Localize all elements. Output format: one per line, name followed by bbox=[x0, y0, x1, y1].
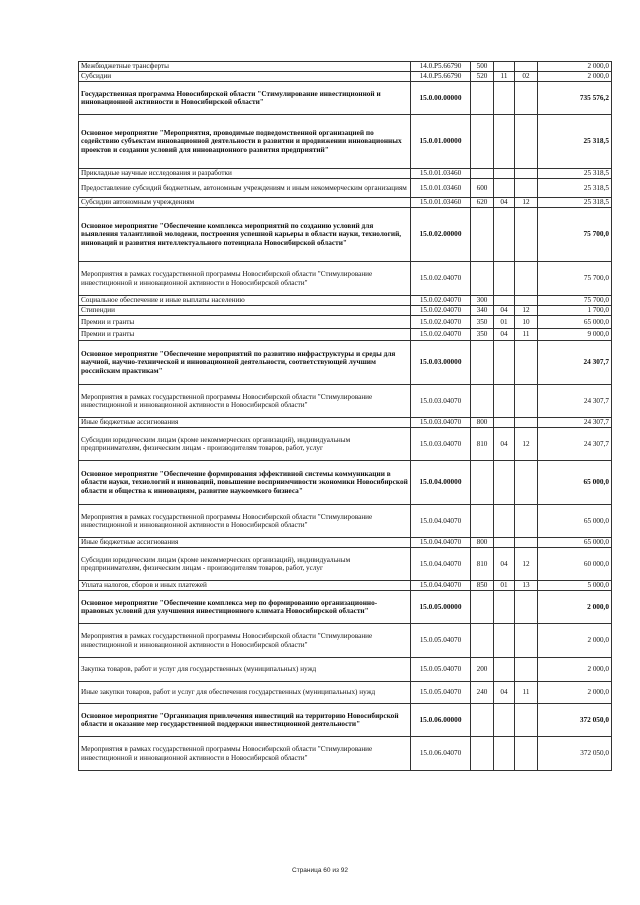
amount-cell: 372 050,0 bbox=[538, 704, 612, 737]
target-article-cell: 15.0.00.00000 bbox=[411, 82, 471, 115]
subsection-cell bbox=[515, 385, 538, 418]
amount-cell: 2 000,0 bbox=[538, 658, 612, 682]
row-name-cell: Закупка товаров, работ и услуг для государственных (муниципальных) нужд bbox=[79, 658, 411, 682]
row-name-cell: Субсидии юридическим лицам (кроме некоммерческих организаций), индивидуальным предпринимателям, физическим лицам - производителям товаров, работ, услуг bbox=[79, 548, 411, 581]
expense-type-cell bbox=[471, 737, 494, 771]
target-article-cell: 15.0.02.04070 bbox=[411, 329, 471, 341]
subsection-cell: 02 bbox=[515, 72, 538, 82]
section-cell bbox=[494, 296, 515, 306]
row-name-cell: Основное мероприятие "Обеспечение формирования эффективной системы коммуникации в области науки, технологий и инноваций, повышение восприимчивости экономики Новосибирской области и общества к инновациям, развитие наукоемкого бизнеса" bbox=[79, 461, 411, 505]
subsection-cell: 13 bbox=[515, 581, 538, 591]
subsection-cell bbox=[515, 658, 538, 682]
subsection-cell bbox=[515, 704, 538, 737]
subsection-cell bbox=[515, 179, 538, 198]
target-article-cell: 15.0.02.00000 bbox=[411, 208, 471, 262]
section-cell bbox=[494, 658, 515, 682]
target-article-cell: 15.0.04.04070 bbox=[411, 581, 471, 591]
target-article-cell: 15.0.05.00000 bbox=[411, 591, 471, 624]
target-article-cell: 15.0.06.00000 bbox=[411, 704, 471, 737]
row-name-cell: Мероприятия в рамках государственной программы Новосибирской области "Стимулирование инвестиционной и инновационной активности в Новосибирской области" bbox=[79, 262, 411, 296]
table-row bbox=[79, 581, 612, 591]
subsection-cell bbox=[515, 62, 538, 72]
target-article-cell: 15.0.02.04070 bbox=[411, 306, 471, 316]
target-article-cell: 15.0.04.00000 bbox=[411, 461, 471, 505]
amount-cell: 25 318,5 bbox=[538, 115, 612, 169]
amount-cell: 2 000,0 bbox=[538, 682, 612, 704]
budget-table-body bbox=[79, 62, 612, 771]
expense-type-cell: 500 bbox=[471, 62, 494, 72]
section-cell: 04 bbox=[494, 548, 515, 581]
expense-type-cell: 340 bbox=[471, 306, 494, 316]
amount-cell: 25 318,5 bbox=[538, 169, 612, 179]
subsection-cell bbox=[515, 169, 538, 179]
amount-cell: 1 700,0 bbox=[538, 306, 612, 316]
subsection-cell bbox=[515, 591, 538, 624]
subsection-cell bbox=[515, 208, 538, 262]
target-article-cell: 15.0.01.00000 bbox=[411, 115, 471, 169]
section-cell bbox=[494, 461, 515, 505]
table-row bbox=[79, 169, 612, 179]
subsection-cell bbox=[515, 115, 538, 169]
target-article-cell: 15.0.04.04070 bbox=[411, 538, 471, 548]
budget-table bbox=[78, 61, 612, 771]
expense-type-cell: 810 bbox=[471, 548, 494, 581]
expense-type-cell: 800 bbox=[471, 538, 494, 548]
table-row bbox=[79, 428, 612, 461]
row-name-cell: Иные бюджетные ассигнования bbox=[79, 538, 411, 548]
row-name-cell: Мероприятия в рамках государственной программы Новосибирской области "Стимулирование инвестиционной и инновационной активности в Новосибирской области" bbox=[79, 737, 411, 771]
row-name-cell: Премии и гранты bbox=[79, 316, 411, 329]
expense-type-cell bbox=[471, 208, 494, 262]
section-cell bbox=[494, 208, 515, 262]
row-name-cell: Мероприятия в рамках государственной программы Новосибирской области "Стимулирование инвестиционной и инновационной активности в Новосибирской области" bbox=[79, 505, 411, 538]
target-article-cell: 15.0.03.04070 bbox=[411, 418, 471, 428]
section-cell bbox=[494, 169, 515, 179]
section-cell bbox=[494, 341, 515, 385]
table-row bbox=[79, 505, 612, 538]
expense-type-cell: 800 bbox=[471, 418, 494, 428]
target-article-cell: 15.0.05.04070 bbox=[411, 624, 471, 658]
amount-cell: 65 000,0 bbox=[538, 538, 612, 548]
target-article-cell: 15.0.01.03460 bbox=[411, 198, 471, 208]
section-cell bbox=[494, 737, 515, 771]
subsection-cell: 10 bbox=[515, 316, 538, 329]
target-article-cell: 15.0.06.04070 bbox=[411, 737, 471, 771]
program-row bbox=[79, 461, 612, 505]
table-row bbox=[79, 418, 612, 428]
amount-cell: 372 050,0 bbox=[538, 737, 612, 771]
expense-type-cell: 810 bbox=[471, 428, 494, 461]
expense-type-cell bbox=[471, 505, 494, 538]
amount-cell: 24 307,7 bbox=[538, 428, 612, 461]
row-name-cell: Мероприятия в рамках государственной программы Новосибирской области "Стимулирование инвестиционной и инновационной активности в Новосибирской области" bbox=[79, 385, 411, 418]
table-row bbox=[79, 658, 612, 682]
amount-cell: 24 307,7 bbox=[538, 341, 612, 385]
row-name-cell: Премии и гранты bbox=[79, 329, 411, 341]
table-row bbox=[79, 538, 612, 548]
subsection-cell bbox=[515, 737, 538, 771]
amount-cell: 65 000,0 bbox=[538, 316, 612, 329]
row-name-cell: Иные бюджетные ассигнования bbox=[79, 418, 411, 428]
row-name-cell: Социальное обеспечение и иные выплаты населению bbox=[79, 296, 411, 306]
subsection-cell bbox=[515, 461, 538, 505]
subsection-cell bbox=[515, 341, 538, 385]
amount-cell: 60 000,0 bbox=[538, 548, 612, 581]
table-row bbox=[79, 296, 612, 306]
amount-cell: 75 700,0 bbox=[538, 262, 612, 296]
section-cell bbox=[494, 82, 515, 115]
target-article-cell: 15.0.04.04070 bbox=[411, 548, 471, 581]
section-cell bbox=[494, 624, 515, 658]
expense-type-cell: 350 bbox=[471, 329, 494, 341]
table-row bbox=[79, 329, 612, 341]
section-cell bbox=[494, 62, 515, 72]
subsection-cell: 12 bbox=[515, 306, 538, 316]
amount-cell: 25 318,5 bbox=[538, 198, 612, 208]
expense-type-cell: 520 bbox=[471, 72, 494, 82]
target-article-cell: 15.0.02.04070 bbox=[411, 316, 471, 329]
expense-type-cell bbox=[471, 624, 494, 658]
subsection-cell bbox=[515, 296, 538, 306]
target-article-cell: 14.0.P5.66790 bbox=[411, 72, 471, 82]
section-cell bbox=[494, 385, 515, 418]
amount-cell: 24 307,7 bbox=[538, 418, 612, 428]
expense-type-cell: 620 bbox=[471, 198, 494, 208]
expense-type-cell bbox=[471, 591, 494, 624]
section-cell: 04 bbox=[494, 682, 515, 704]
row-name-cell: Предоставление субсидий бюджетным, автономным учреждениям и иным некоммерческим организациям bbox=[79, 179, 411, 198]
target-article-cell: 15.0.05.04070 bbox=[411, 682, 471, 704]
document-page bbox=[78, 61, 611, 771]
amount-cell: 2 000,0 bbox=[538, 591, 612, 624]
section-cell bbox=[494, 262, 515, 296]
row-name-cell: Прикладные научные исследования и разработки bbox=[79, 169, 411, 179]
amount-cell: 65 000,0 bbox=[538, 461, 612, 505]
expense-type-cell bbox=[471, 704, 494, 737]
program-row bbox=[79, 82, 612, 115]
row-name-cell: Государственная программа Новосибирской области "Стимулирование инвестиционной и инновационной активности в Новосибирской области" bbox=[79, 82, 411, 115]
row-name-cell: Субсидии автономным учреждениям bbox=[79, 198, 411, 208]
row-name-cell: Основное мероприятие "Обеспечение комплекса мероприятий по созданию условий для выявления талантливой молодежи, построения успешной карьеры в области науки, технологий, инноваций и развития интеллектуального потенциала Новосибирской области" bbox=[79, 208, 411, 262]
section-cell bbox=[494, 505, 515, 538]
table-row bbox=[79, 624, 612, 658]
amount-cell: 75 700,0 bbox=[538, 296, 612, 306]
section-cell bbox=[494, 704, 515, 737]
section-cell: 04 bbox=[494, 306, 515, 316]
section-cell: 04 bbox=[494, 198, 515, 208]
target-article-cell: 15.0.02.04070 bbox=[411, 262, 471, 296]
subsection-cell bbox=[515, 538, 538, 548]
section-cell bbox=[494, 591, 515, 624]
expense-type-cell: 850 bbox=[471, 581, 494, 591]
row-name-cell: Межбюджетные трансферты bbox=[79, 62, 411, 72]
table-row bbox=[79, 62, 612, 72]
subsection-cell: 12 bbox=[515, 548, 538, 581]
subsection-cell bbox=[515, 624, 538, 658]
subsection-cell bbox=[515, 505, 538, 538]
section-cell: 01 bbox=[494, 581, 515, 591]
table-row bbox=[79, 72, 612, 82]
section-cell: 04 bbox=[494, 428, 515, 461]
table-row bbox=[79, 306, 612, 316]
row-name-cell: Иные закупки товаров, работ и услуг для обеспечения государственных (муниципальных) нужд bbox=[79, 682, 411, 704]
amount-cell: 75 700,0 bbox=[538, 208, 612, 262]
table-row bbox=[79, 548, 612, 581]
amount-cell: 9 000,0 bbox=[538, 329, 612, 341]
section-cell: 11 bbox=[494, 72, 515, 82]
section-cell: 01 bbox=[494, 316, 515, 329]
table-row bbox=[79, 316, 612, 329]
page-footer: Страница 60 из 92 bbox=[292, 867, 348, 874]
amount-cell: 2 000,0 bbox=[538, 624, 612, 658]
target-article-cell: 15.0.03.04070 bbox=[411, 385, 471, 418]
subsection-cell: 11 bbox=[515, 329, 538, 341]
row-name-cell: Стипендии bbox=[79, 306, 411, 316]
expense-type-cell bbox=[471, 341, 494, 385]
row-name-cell: Основное мероприятие "Обеспечение комплекса мер по формированию организационно-правовых условий для улучшения инвестиционного климата Новосибирской области" bbox=[79, 591, 411, 624]
expense-type-cell: 300 bbox=[471, 296, 494, 306]
section-cell bbox=[494, 418, 515, 428]
expense-type-cell bbox=[471, 385, 494, 418]
table-row bbox=[79, 262, 612, 296]
table-row bbox=[79, 198, 612, 208]
amount-cell: 65 000,0 bbox=[538, 505, 612, 538]
target-article-cell: 15.0.03.00000 bbox=[411, 341, 471, 385]
amount-cell: 25 318,5 bbox=[538, 179, 612, 198]
row-name-cell: Основное мероприятие "Обеспечение мероприятий по развитию инфраструктуры и среды для научной, научно-технической и инновационной деятельности, соответствующей лучшим российским практикам" bbox=[79, 341, 411, 385]
target-article-cell: 15.0.02.04070 bbox=[411, 296, 471, 306]
expense-type-cell: 200 bbox=[471, 658, 494, 682]
program-row bbox=[79, 115, 612, 169]
expense-type-cell bbox=[471, 82, 494, 115]
subsection-cell bbox=[515, 418, 538, 428]
expense-type-cell bbox=[471, 461, 494, 505]
program-row bbox=[79, 704, 612, 737]
section-cell bbox=[494, 115, 515, 169]
amount-cell: 2 000,0 bbox=[538, 72, 612, 82]
amount-cell: 735 576,2 bbox=[538, 82, 612, 115]
amount-cell: 24 307,7 bbox=[538, 385, 612, 418]
row-name-cell: Уплата налогов, сборов и иных платежей bbox=[79, 581, 411, 591]
expense-type-cell bbox=[471, 262, 494, 296]
expense-type-cell: 600 bbox=[471, 179, 494, 198]
expense-type-cell bbox=[471, 169, 494, 179]
target-article-cell: 15.0.05.04070 bbox=[411, 658, 471, 682]
section-cell bbox=[494, 538, 515, 548]
target-article-cell: 14.0.P5.66790 bbox=[411, 62, 471, 72]
target-article-cell: 15.0.01.03460 bbox=[411, 179, 471, 198]
subsection-cell bbox=[515, 262, 538, 296]
table-row bbox=[79, 179, 612, 198]
expense-type-cell bbox=[471, 115, 494, 169]
subsection-cell: 12 bbox=[515, 428, 538, 461]
target-article-cell: 15.0.04.04070 bbox=[411, 505, 471, 538]
table-row bbox=[79, 385, 612, 418]
subsection-cell: 12 bbox=[515, 198, 538, 208]
subsection-cell: 11 bbox=[515, 682, 538, 704]
amount-cell: 2 000,0 bbox=[538, 62, 612, 72]
row-name-cell: Основное мероприятие "Организация привлечения инвестиций на территорию Новосибирской области и оказание мер государственной поддержки инвестиционной деятельности" bbox=[79, 704, 411, 737]
target-article-cell: 15.0.01.03460 bbox=[411, 169, 471, 179]
row-name-cell: Основное мероприятие "Мероприятия, проводимые подведомственной организацией по содействию субъектам инновационной деятельности в развитии и продвижении инновационных проектов и создании условий для инновационного развития предприятий" bbox=[79, 115, 411, 169]
amount-cell: 5 000,0 bbox=[538, 581, 612, 591]
program-row bbox=[79, 341, 612, 385]
expense-type-cell: 350 bbox=[471, 316, 494, 329]
subsection-cell bbox=[515, 82, 538, 115]
table-row bbox=[79, 737, 612, 771]
row-name-cell: Мероприятия в рамках государственной программы Новосибирской области "Стимулирование инвестиционной и инновационной активности в Новосибирской области" bbox=[79, 624, 411, 658]
section-cell bbox=[494, 179, 515, 198]
program-row bbox=[79, 591, 612, 624]
program-row bbox=[79, 208, 612, 262]
row-name-cell: Субсидии юридическим лицам (кроме некоммерческих организаций), индивидуальным предпринимателям, физическим лицам - производителям товаров, работ, услуг bbox=[79, 428, 411, 461]
target-article-cell: 15.0.03.04070 bbox=[411, 428, 471, 461]
section-cell: 04 bbox=[494, 329, 515, 341]
row-name-cell: Субсидии bbox=[79, 72, 411, 82]
table-row bbox=[79, 682, 612, 704]
expense-type-cell: 240 bbox=[471, 682, 494, 704]
